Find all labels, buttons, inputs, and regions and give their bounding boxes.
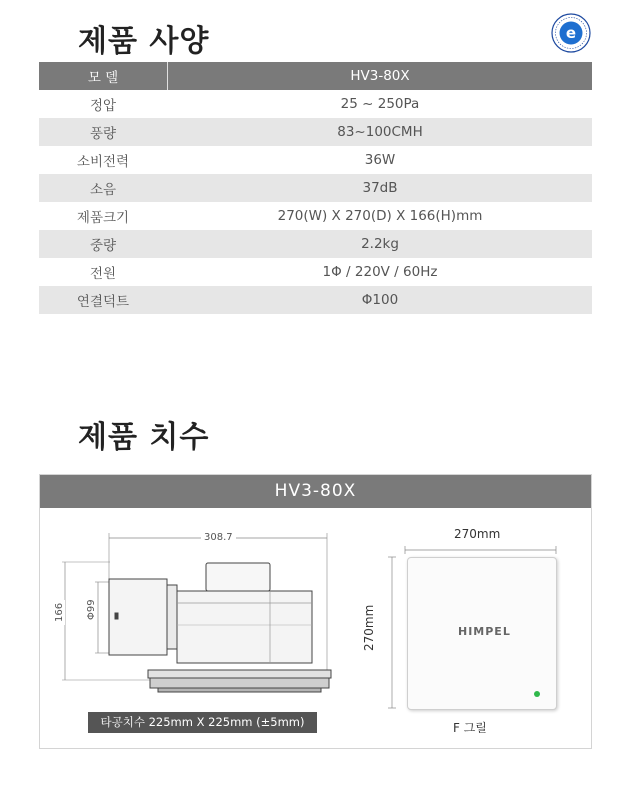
svg-text:e: e	[565, 24, 577, 42]
spec-label: 제품크기	[76, 210, 130, 226]
spec-value: 36W	[364, 152, 396, 168]
spec-label: 소비전력	[76, 154, 130, 170]
spec-value: 2.2kg	[168, 230, 592, 258]
spec-label: 모 델	[39, 62, 167, 90]
spec-row	[39, 174, 592, 202]
certification-badge-icon	[551, 13, 591, 53]
spec-row	[39, 118, 592, 146]
grille-led-indicator	[534, 691, 540, 697]
grille-caption: F 그릴	[453, 721, 487, 735]
dimension-section-title: 제품 치수	[78, 420, 210, 455]
grille-width-label: 270mm	[454, 527, 501, 541]
dimension-panel	[39, 474, 592, 749]
spec-label: 전원	[89, 266, 117, 282]
spec-label: 연결덕트	[39, 286, 167, 314]
side-width-label: 308.7	[201, 532, 236, 543]
dimension-model-header: HV3-80X	[40, 475, 591, 508]
side-height-label: 166	[54, 600, 65, 625]
hole-size-label: 타공치수 225mm X 225mm (±5mm)	[88, 712, 317, 733]
spec-row	[39, 146, 592, 174]
spec-label: 풍량	[39, 118, 167, 146]
spec-value: 1Φ / 220V / 60Hz	[322, 264, 438, 280]
spec-label: 소음	[39, 174, 167, 202]
spec-value: Φ100	[168, 286, 592, 314]
spec-section-title: 제품 사양	[78, 24, 210, 59]
grille-height-label: 270mm	[362, 604, 376, 651]
spec-value: 83~100CMH	[168, 118, 592, 146]
spec-table	[39, 62, 592, 314]
grille-brand-logo: HIMPEL	[458, 625, 511, 638]
spec-row	[39, 90, 592, 118]
spec-row	[39, 202, 592, 230]
spec-row	[39, 286, 592, 314]
spec-header-row	[39, 62, 592, 90]
spec-row	[39, 230, 592, 258]
spec-value: 270(W) X 270(D) X 166(H)mm	[277, 208, 483, 224]
duct-diameter-label: Φ99	[86, 596, 97, 623]
spec-value: HV3-80X	[168, 62, 592, 90]
spec-label: 중량	[39, 230, 167, 258]
spec-value: 25 ~ 250Pa	[340, 96, 420, 112]
spec-row	[39, 258, 592, 286]
spec-label: 정압	[89, 98, 117, 114]
spec-value: 37dB	[168, 174, 592, 202]
grille-front-view	[407, 557, 557, 710]
